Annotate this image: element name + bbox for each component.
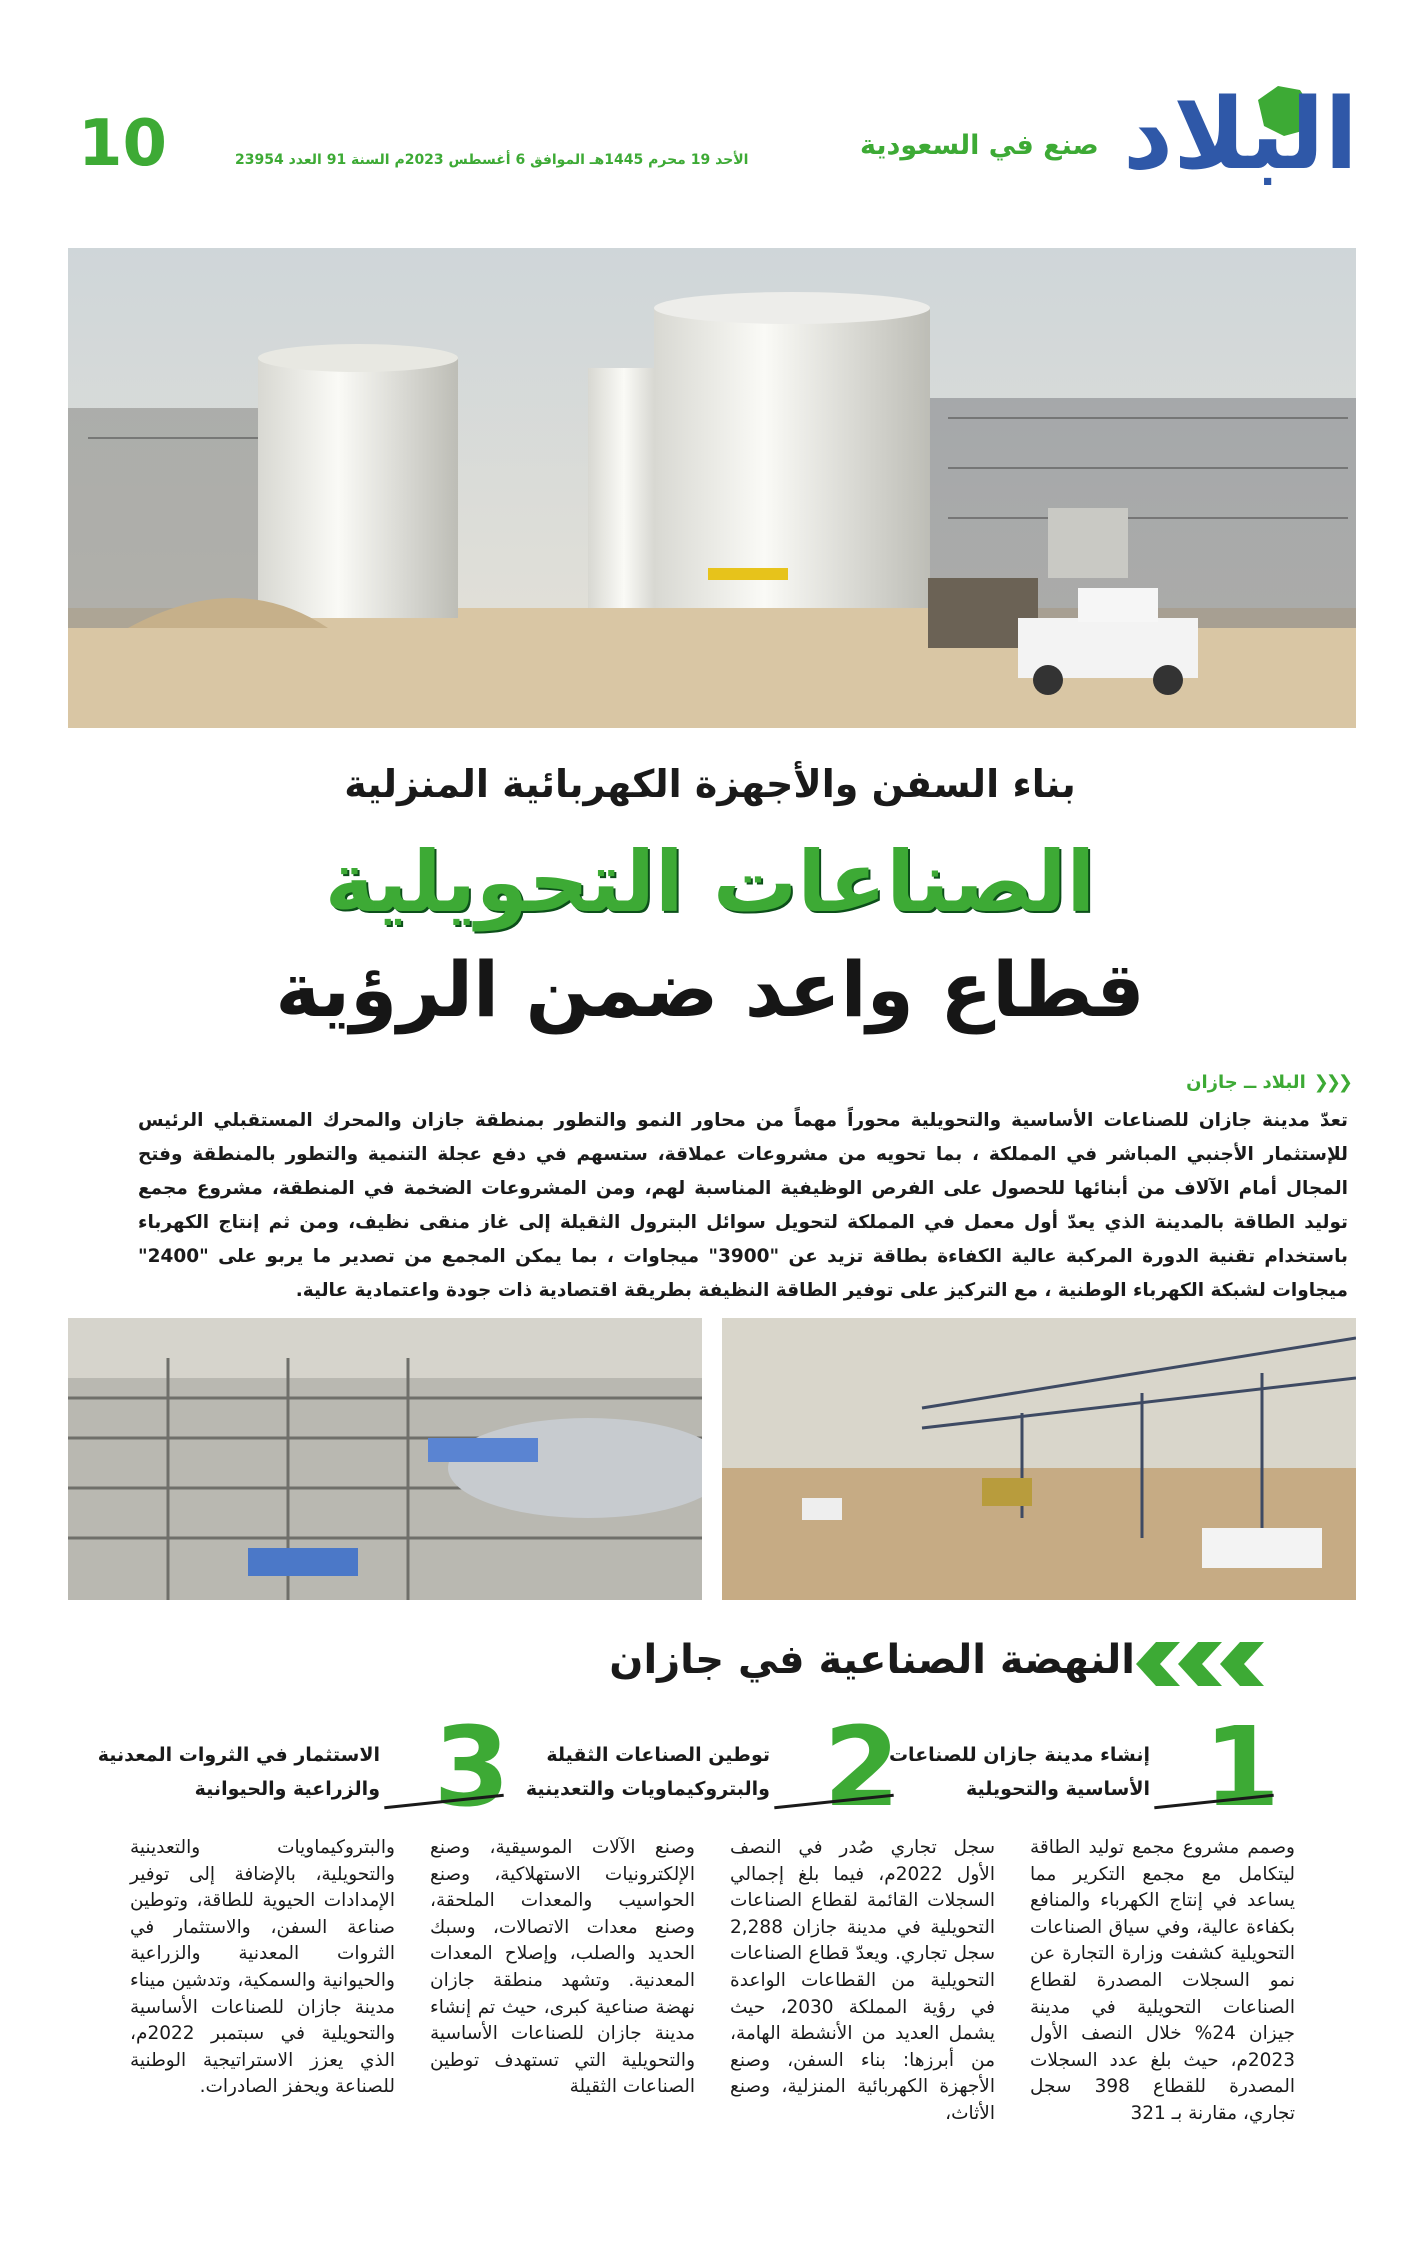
item-text: إنشاء مدينة جازان للصناعات الأساسية والتحويلية xyxy=(888,1744,1150,1800)
page-number: 10 xyxy=(78,107,168,181)
main-photo-storage-tanks xyxy=(68,248,1356,728)
newspaper-logo xyxy=(1108,78,1358,204)
item-text: توطين الصناعات الثقيلة والبتروكيماويات والتعدينية xyxy=(525,1744,770,1800)
body-column-1: وصمم مشروع مجمع توليد الطاقة ليتكامل مع مجمع التكرير مما يساعد في إنتاج الكهرباء والمنافع بكفاءة عالية، وفي سياق الصناعات التحويلية كشفت وزارة التجارة عن نمو السجلات المصدرة لقطاع الصناعات التحويلية في مدينة جيزان 24% خلال النصف الأول 2023م، حيث بلغ عدد السجلات المصدرة للقطاع 398 سجل تجاري، مقارنة بـ 321 xyxy=(1030,1837,1295,2124)
section-item-3 xyxy=(97,1703,510,1831)
masthead-slogan: صنع في السعودية xyxy=(860,130,1099,161)
body-column-3: وصنع الآلات الموسيقية، وصنع الإلكترونيات الاستهلاكية، وصنع الحواسيب والمعدات الملحقة، وصنع معدات الاتصالات، وسبك الحديد والصلب، وإصلاح المعدات المعدنية. وتشهد منطقة جازان نهضة صناعية كبرى، حيث تم إنشاء مدينة جازان للصناعات الأساسية والتحويلية التي تستهدف توطين الصناعات الثقيلة xyxy=(430,1837,695,2098)
byline xyxy=(1010,1072,1350,1093)
double-chevron-icon: ❮❮❮ xyxy=(1313,1072,1350,1093)
logo-wordmark: البلاد xyxy=(1122,78,1358,192)
section-item-2 xyxy=(500,1703,900,1831)
article-lead-paragraph: تعدّ مدينة جازان للصناعات الأساسية والتحويلية محوراً مهماً من محاور النمو والتطور بمنطقة جازان والمحرك المستقبلي الرئيس للإستثمار الأجنبي المباشر في المملكة ، بما تحويه من مشروعات عملاقة، ستسهم في دفع عجلة التنمية والتطور بالمنطقة وفتح المجال أمام الآلاف من أبنائها للحصول على الفرص الوظيفية المناسبة لهم، ومن المشروعات الضخمة في المنطقة، مشروع مجمع توليد الطاقة بالمدينة الذي يعدّ أول معمل في المملكة لتحويل سوائل البترول الثقيلة إلى غاز منقى نظيف، ومن ثم إنتاج الكهرباء باستخدام تقنية الدورة المركبة عالية الكفاءة بطاقة تزيد عن "3900" ميجاوات ، بما يمكن المجمع من تصدير ما يربو على "2400" ميجاوات لشبكة الكهرباء الوطنية ، مع التركيز على توفير الطاقة النظيفة بطريقة اقتصادية ذات جودة واعتمادية عالية. xyxy=(138,1110,1348,1301)
article-subhead: قطاع واعد ضمن الرؤية xyxy=(275,945,1145,1034)
byline-text: البلاد ــ جازان xyxy=(1186,1072,1306,1093)
section-item-1 xyxy=(880,1703,1280,1831)
article-kicker: بناء السفن والأجهزة الكهربائية المنزلية xyxy=(344,762,1076,806)
body-column-4: والبتروكيماويات والتعدينية والتحويلية، بالإضافة إلى توفير الإمدادات الحيوية للطاقة، وتوطين صناعة السفن، والاستثمار في الثروات المعدنية والزراعية والحيوانية والسمكية، وتدشين ميناء مدينة جازان للصناعات الأساسية والتحويلية في سبتمبر 2022م، الذي يعزز الاستراتيجية الوطنية للصناعة ويحفز الصادرات. xyxy=(130,1837,395,2098)
issue-date-line: الأحد 19 محرم 1445هـ الموافق 6 أغسطس 2023م السنة 91 العدد 23954 xyxy=(235,152,749,168)
photo-construction-site xyxy=(722,1318,1356,1600)
section-title: النهضة الصناعية في جازان xyxy=(609,1637,1135,1683)
chevron-arrows-icon xyxy=(1136,1634,1266,1694)
photo-pipe-racks xyxy=(68,1318,702,1600)
item-number: 2 xyxy=(823,1703,900,1831)
body-column-2: سجل تجاري صُدر في النصف الأول 2022م، فيما بلغ إجمالي السجلات القائمة لقطاع الصناعات التحويلية في مدينة جازان 2,288 سجل تجاري. ويعدّ قطاع الصناعات التحويلية من القطاعات الواعدة في رؤية المملكة 2030، حيث يشمل العديد من الأنشطة الهامة، من أبرزها: بناء السفن، وصنع الأجهزة الكهربائية المنزلية، وصنع الأثاث، xyxy=(730,1837,995,2124)
article-headline: الصناعات التحويلية xyxy=(324,833,1096,931)
item-number: 1 xyxy=(1203,1703,1280,1831)
item-text: الاستثمار في الثروات المعدنية والزراعية والحيوانية xyxy=(97,1744,380,1800)
item-number: 3 xyxy=(433,1703,510,1831)
